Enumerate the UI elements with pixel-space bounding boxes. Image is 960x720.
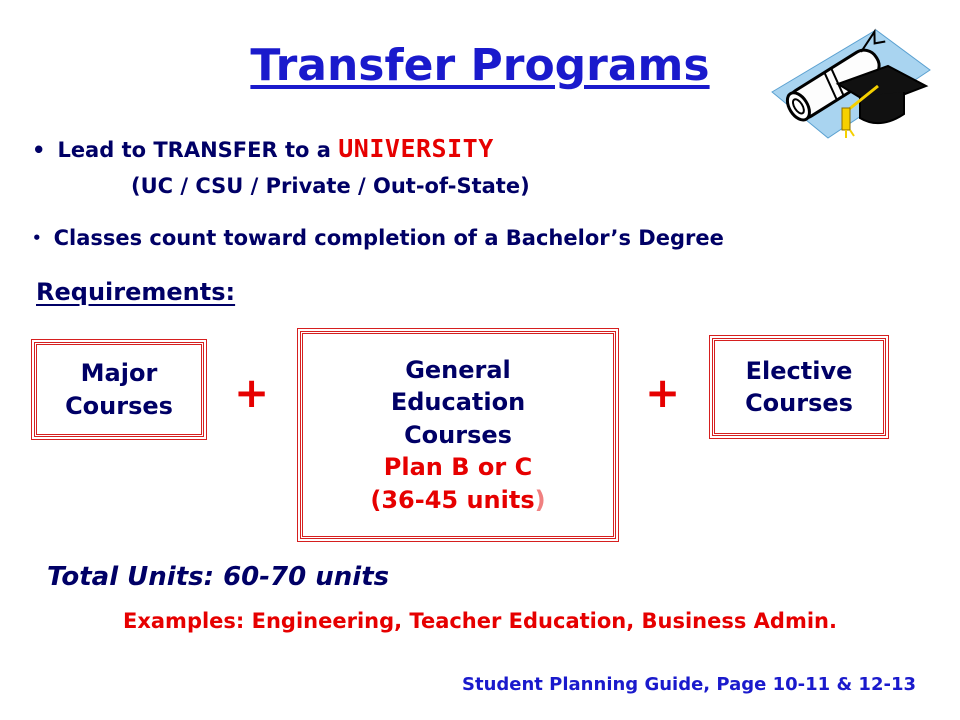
major-courses-box — [34, 342, 204, 437]
box-line: Elective — [745, 356, 853, 385]
bullet-icon: • — [32, 138, 46, 162]
bullet-transfer-university — [32, 134, 494, 163]
ge-units — [370, 484, 545, 516]
bullet-transfer-subtext: (UC / CSU / Private / Out-of-State) — [131, 174, 530, 198]
university-highlight: UNIVERSITY — [338, 134, 494, 163]
elective-courses-box — [712, 338, 886, 436]
bullet-icon: • — [32, 229, 42, 247]
bullet-text: Lead to TRANSFER to a — [57, 138, 339, 162]
total-units: Total Units: 60-70 units — [47, 562, 390, 592]
ge-plan: Plan B or C — [383, 453, 533, 482]
general-education-box — [300, 331, 616, 539]
plus-sign: + — [645, 368, 681, 417]
plus-sign: + — [234, 368, 270, 417]
ge-units-close: ) — [534, 485, 546, 514]
examples-line: Examples: Engineering, Teacher Education, Business Admin. — [123, 609, 837, 633]
requirements-heading: Requirements: — [36, 278, 236, 306]
diploma-graduation-cap-icon — [768, 22, 934, 146]
box-line: General — [405, 356, 511, 385]
ge-units-text: (36-45 units — [370, 485, 535, 514]
box-line: Courses — [745, 389, 853, 417]
box-line: Major — [80, 359, 158, 388]
page-title: Transfer Programs — [250, 40, 710, 91]
footer-reference: Student Planning Guide, Page 10-11 & 12-13 — [462, 674, 916, 695]
box-line: Courses — [65, 391, 173, 420]
box-line: Courses — [404, 420, 512, 449]
box-line: Education — [390, 388, 526, 417]
bullet-text: Classes count toward completion of a Bachelor’s Degree — [53, 226, 724, 250]
bullet-bachelors-degree — [32, 226, 724, 250]
